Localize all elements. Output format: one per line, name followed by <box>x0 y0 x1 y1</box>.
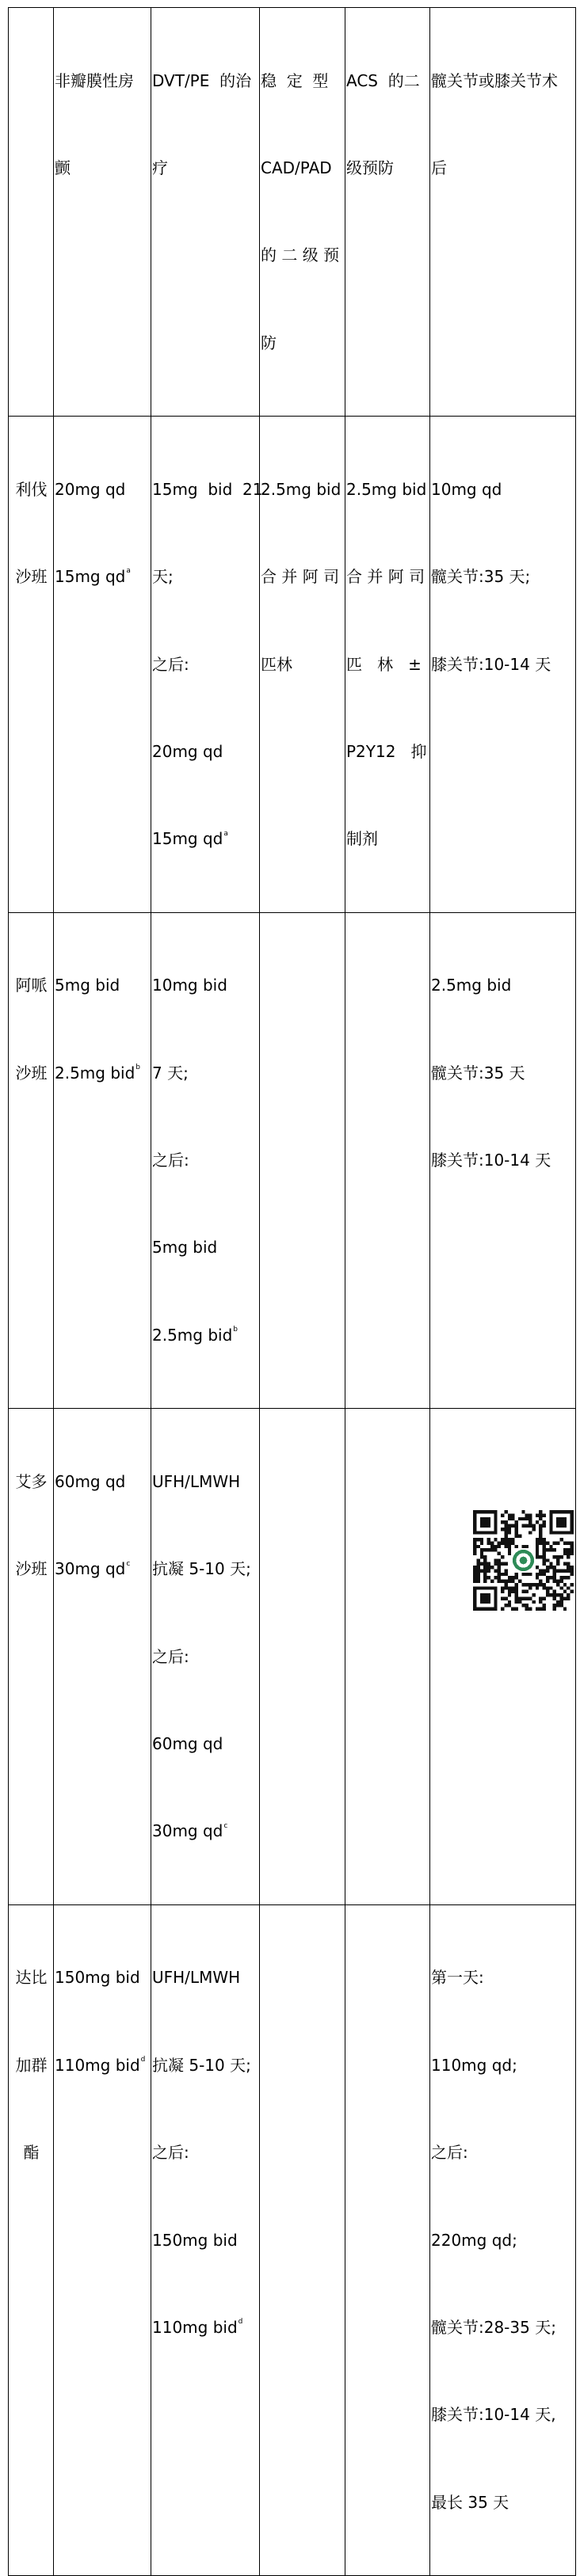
header-line: CAD/PAD <box>261 158 332 177</box>
footnote-marker: c <box>223 1821 228 1830</box>
dose-line: UFH/LMWH <box>152 1471 241 1491</box>
header-cad-cell <box>260 8 345 417</box>
footnote-marker: b <box>135 1064 141 1072</box>
dose-text: 20mg qd <box>55 479 126 499</box>
dose-line <box>152 2313 259 2342</box>
dose-line: 2.5mg bid <box>346 479 427 499</box>
header-line: DVT/PE 的治 <box>152 70 252 90</box>
header-dvt-cell <box>151 8 260 417</box>
header-afib-cell <box>54 8 151 417</box>
footnote-marker: a <box>126 567 131 576</box>
dose-line: 10mg bid <box>152 976 227 995</box>
dose-line: 之后: <box>152 2143 189 2163</box>
dose-line: 抗凝 5-10 天; <box>152 2055 251 2075</box>
dose-line: 2.5mg bid <box>261 479 342 499</box>
drug-name-cell <box>9 1904 54 2575</box>
header-line: 防 <box>261 333 277 352</box>
dose-line <box>152 1817 259 1846</box>
dosing-table <box>8 7 576 2576</box>
drug-name-line: 加群 <box>15 2055 48 2075</box>
acs-dose-cell <box>345 417 430 913</box>
dose-line: P2Y12 抑 <box>346 741 427 761</box>
header-line: 后 <box>431 158 447 177</box>
dvt-dose-cell <box>151 1904 260 2575</box>
dose-line: 膝关节:10-14 天 <box>431 654 551 674</box>
cad-dose-cell <box>260 1904 345 2575</box>
dose-line: 2.5mg bid <box>431 976 512 995</box>
drug-name-line: 达比 <box>15 1968 48 1988</box>
dose-line: 220mg qd; <box>431 2230 517 2250</box>
cad-dose-cell <box>260 912 345 1409</box>
acs-dose-cell <box>345 912 430 1409</box>
header-line: ACS 的二 <box>346 70 420 90</box>
table-row <box>9 1409 576 1905</box>
afib-dose-cell <box>54 417 151 913</box>
dose-line: 髋关节:35 天 <box>431 1063 525 1083</box>
drug-name-line: 利伐 <box>15 479 48 499</box>
dose-line: 150mg bid <box>152 2230 238 2250</box>
cad-dose-cell <box>260 1409 345 1905</box>
dose-text: 60mg qd <box>55 1471 126 1491</box>
ortho-dose-cell <box>430 1409 576 1905</box>
header-line: 级预防 <box>346 158 394 177</box>
footnote-marker: d <box>238 2318 243 2327</box>
dose-text: 30mg qd <box>55 1559 126 1579</box>
header-line: 疗 <box>152 158 168 177</box>
afib-dose-cell <box>54 1904 151 2575</box>
cad-dose-cell <box>260 417 345 913</box>
ortho-dose-cell <box>430 417 576 913</box>
footnote-marker: d <box>140 2056 146 2064</box>
dose-text: 110mg bid <box>55 2055 140 2075</box>
dose-line <box>55 475 151 504</box>
dose-line: 之后: <box>152 654 189 674</box>
dvt-dose-cell <box>151 912 260 1409</box>
header-line: 的 二 级 预 <box>261 245 340 265</box>
header-line: 髋关节或膝关节术 <box>431 70 558 90</box>
dose-text: 150mg bid <box>55 1968 140 1988</box>
drug-name-line: 沙班 <box>15 567 48 587</box>
drug-name-cell <box>9 912 54 1409</box>
drug-name-cell <box>9 1409 54 1905</box>
dvt-dose-cell <box>151 417 263 913</box>
dose-line: 7 天; <box>152 1063 189 1083</box>
dose-line: 膝关节:10-14 天 <box>431 1151 551 1170</box>
qr-area <box>431 1467 575 1611</box>
header-line: 稳 定 型 <box>261 70 329 90</box>
dose-line <box>55 2051 151 2080</box>
acs-dose-cell <box>345 1904 430 2575</box>
dose-line: 10mg qd <box>431 479 502 499</box>
dose-line: 合 并 阿 司 <box>261 567 340 587</box>
dose-text: 15mg qd <box>152 829 223 849</box>
dose-line <box>152 824 259 854</box>
drug-name-line: 沙班 <box>15 1063 48 1083</box>
drug-name-cell <box>9 417 54 913</box>
drug-name-line: 阿哌 <box>15 976 48 995</box>
dose-line: 110mg qd; <box>431 2055 517 2075</box>
drug-name-line: 艾多 <box>15 1471 48 1491</box>
table-row <box>9 1904 576 2575</box>
drug-name-line: 沙班 <box>15 1559 48 1579</box>
drug-name-line: 酯 <box>23 2143 40 2163</box>
header-acs-cell <box>345 8 430 417</box>
dose-line: 合 并 阿 司 <box>346 567 425 587</box>
dose-line: 匹 林 ± <box>346 654 422 674</box>
dose-line: 之后: <box>431 2143 468 2163</box>
dose-text: 2.5mg bid <box>152 1325 233 1345</box>
dose-line <box>55 562 151 592</box>
footnote-marker: c <box>126 1559 131 1568</box>
afib-dose-cell <box>54 912 151 1409</box>
qr-code-icon <box>473 1510 574 1611</box>
header-drug-cell <box>9 8 54 417</box>
footnote-marker: b <box>233 1326 238 1334</box>
dose-text: 30mg qd <box>152 1821 223 1841</box>
dose-text: 110mg bid <box>152 2317 238 2337</box>
ortho-dose-cell <box>430 1904 576 2575</box>
afib-dose-cell <box>54 1409 151 1905</box>
table-row <box>9 912 576 1409</box>
dose-line: 之后: <box>152 1151 189 1170</box>
header-ortho-cell <box>430 8 576 417</box>
dose-line: 髋关节:28-35 天; <box>431 2317 556 2337</box>
dose-line: 第一天: <box>431 1968 484 1988</box>
header-line: 颤 <box>55 158 71 177</box>
dose-line: UFH/LMWH <box>152 1968 241 1988</box>
dose-text: 2.5mg bid <box>55 1063 135 1083</box>
dose-text: 15mg qd <box>55 567 126 587</box>
header-line: 非瓣膜性房 <box>55 70 134 90</box>
dose-line: 最长 35 天 <box>431 2492 509 2512</box>
dose-line: 60mg qd <box>152 1734 223 1754</box>
dose-line: 制剂 <box>346 829 378 849</box>
dose-line: 髋关节:35 天; <box>431 567 531 587</box>
acs-dose-cell <box>345 1409 430 1905</box>
dvt-dose-cell <box>151 1409 260 1905</box>
footnote-marker: a <box>223 829 228 838</box>
ortho-dose-cell <box>430 912 576 1409</box>
dose-line: 匹林 <box>261 654 292 674</box>
dose-line: 天; <box>152 567 174 587</box>
dose-text: 5mg bid <box>55 976 120 995</box>
dose-line <box>55 971 151 1000</box>
dose-line: 膝关节:10-14 天, <box>431 2405 556 2425</box>
dose-line: 20mg qd <box>152 741 223 761</box>
dose-line <box>55 1059 151 1088</box>
dose-line <box>55 1467 151 1497</box>
header-row <box>9 8 576 417</box>
dose-line: 5mg bid <box>152 1238 218 1258</box>
table-row <box>9 417 576 913</box>
dose-line <box>55 1554 151 1584</box>
dose-line: 之后: <box>152 1646 189 1666</box>
dose-line: 抗凝 5-10 天; <box>152 1559 251 1579</box>
dose-line: 15mg bid 21 <box>152 479 263 499</box>
dose-line <box>152 1321 259 1350</box>
dose-line <box>55 1963 151 1992</box>
